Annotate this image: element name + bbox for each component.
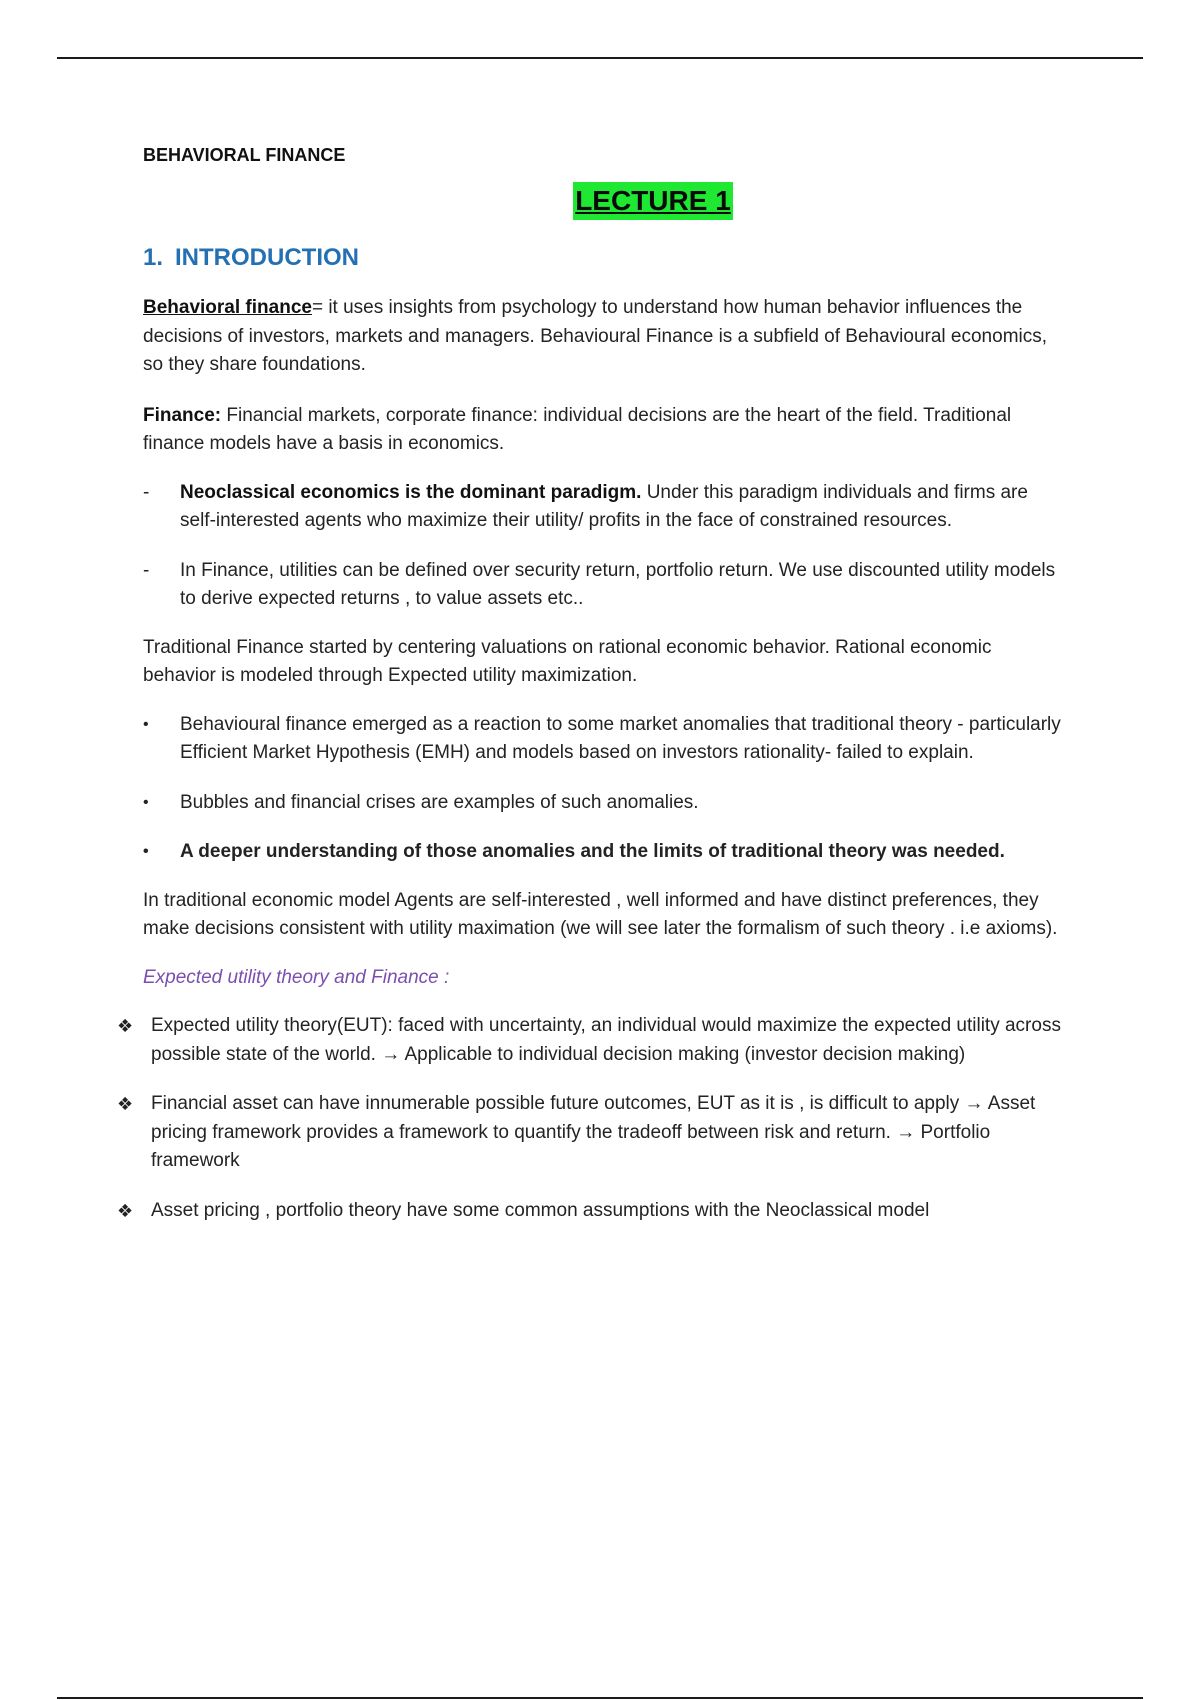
list-item-text: Under this paradigm individuals and firms are self-interested agents who maximize their utility/ profits in the face of constrained resources.: [180, 481, 1028, 531]
list-item-text: Asset pricing , portfolio theory have some common assumptions with the Neoclassical model: [151, 1199, 930, 1221]
economic-model-paragraph: In traditional economic model Agents are self-interested , well informed and have distinct preferences, they make decisions consistent with utility maximation (we will see later the formalism of such theory . i.e axioms).: [143, 889, 1058, 939]
dash-marker: -: [143, 481, 150, 503]
definition-term: Behavioral finance: [143, 297, 312, 318]
finance-paragraph: [143, 402, 1063, 459]
finance-text: Financial markets, corporate finance: individual decisions are the heart of the field. Traditional finance models have a basis in economics.: [143, 404, 1012, 454]
subheading: Expected utility theory and Finance :: [143, 966, 450, 988]
definition-paragraph: [143, 294, 1063, 380]
diamond-bullet-icon: ❖: [117, 1200, 134, 1221]
list-item: [143, 838, 1063, 867]
list-item-text: Behavioural finance emerged as a reaction to some market anomalies that traditional theory - particularly Efficient Market Hypothesis (EMH) and models based on investors rationality- failed to explain.: [180, 713, 1061, 763]
diamond-bullet-icon: ❖: [117, 1094, 134, 1114]
document-body: [117, 140, 1063, 1225]
section-heading: [143, 238, 1063, 278]
diamond-bullet-icon: ❖: [117, 1016, 134, 1036]
list-item-text: In Finance, utilities can be defined over security return, portfolio return. We use discounted utility models to derive expected returns , to value assets etc..: [180, 559, 1056, 609]
list-item: [143, 479, 1063, 536]
traditional-finance-paragraph: Traditional Finance started by centering valuations on rational economic behavior. Rational economic behavior is modeled through Expected utility maximization.: [143, 636, 992, 686]
bullet-icon: •: [143, 793, 149, 811]
list-item-text: A deeper understanding of those anomalies and the limits of traditional theory was needed.: [180, 841, 1005, 862]
diamond-list: [117, 1012, 1063, 1225]
dash-marker: -: [143, 559, 150, 581]
section-title: INTRODUCTION: [175, 244, 359, 271]
list-item-text: Bubbles and financial crises are examples of such anomalies.: [180, 791, 699, 813]
list-item-text: Expected utility theory(EUT): faced with uncertainty, an individual would maximize the expected utility across possible state of the world. → Applicable to individual decision making (investor decision making): [151, 1015, 1061, 1065]
definition-text: = it uses insights from psychology to understand how human behavior influences the decisions of investors, markets and managers. Behavioural Finance is a subfield of Behavioural economics, so they share foundations.: [143, 297, 1048, 375]
dash-list: [143, 479, 1063, 614]
list-item: [117, 1197, 1063, 1226]
document-title: BEHAVIORAL FINANCE: [143, 145, 346, 165]
bullet-icon: •: [143, 715, 149, 733]
finance-term: Finance:: [143, 404, 222, 426]
list-item: [117, 1090, 1063, 1176]
list-item: [143, 711, 1063, 768]
list-item-bold: Neoclassical economics is the dominant paradigm.: [180, 481, 642, 503]
list-item: [143, 557, 1063, 614]
section-number: 1.: [143, 244, 164, 271]
top-border-rule: [57, 57, 1143, 59]
bullet-icon: •: [143, 843, 149, 860]
lecture-label: LECTURE 1: [573, 182, 733, 220]
list-item: [143, 789, 1063, 818]
bullet-list: [143, 711, 1063, 867]
bottom-border-rule: [57, 1697, 1143, 1699]
list-item-text: Financial asset can have innumerable possible future outcomes, EUT as it is , is difficult to apply → Asset pricing framework provides a framework to quantify the tradeoff between risk and return. → Portfolio framework: [151, 1093, 1036, 1171]
list-item: [117, 1012, 1063, 1069]
lecture-label-wrap: [143, 182, 1063, 222]
